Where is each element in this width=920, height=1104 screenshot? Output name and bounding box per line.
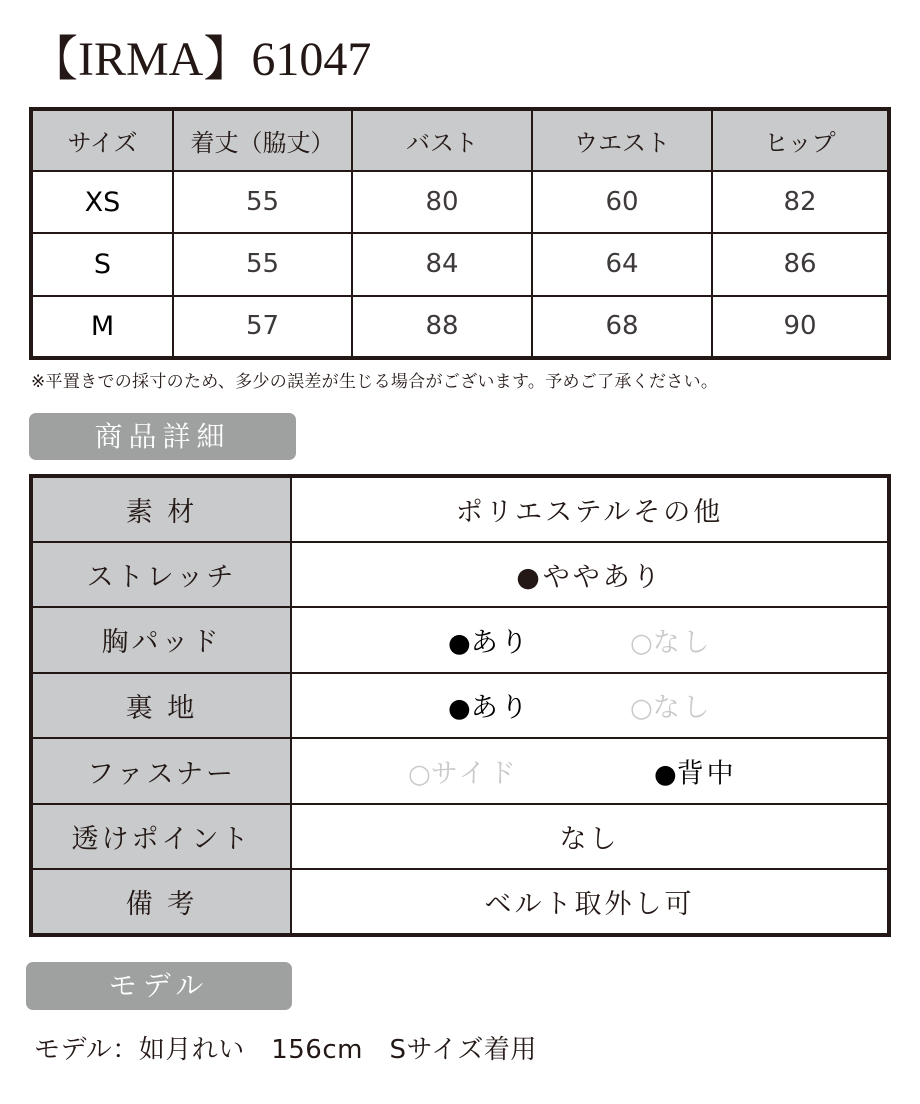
size-chart-table [29, 107, 891, 360]
option-selected [448, 620, 531, 659]
empty-circle-icon: ○ [408, 759, 431, 790]
option-label: あり [470, 692, 531, 724]
detail-value: ●ややあり [291, 542, 889, 608]
size-row-m [31, 296, 889, 358]
header-length: 着丈（脇丈） [173, 109, 352, 171]
hip-value: 90 [712, 296, 889, 358]
detail-options [291, 607, 889, 673]
filled-circle-icon: ● [654, 759, 677, 790]
detail-label: ストレッチ [31, 542, 291, 608]
size-chart-header-row [31, 109, 889, 171]
size-row-s [31, 233, 889, 295]
waist-value: 68 [532, 296, 712, 358]
detail-label: 備 考 [31, 869, 291, 935]
length-value: 57 [173, 296, 352, 358]
filled-circle-icon: ● [448, 693, 471, 724]
detail-value: なし [291, 804, 889, 870]
section-badge-model: モデル [26, 962, 292, 1010]
option-label: あり [470, 627, 531, 659]
hip-value: 82 [712, 171, 889, 233]
detail-label: 胸パッド [31, 607, 291, 673]
bust-value: 84 [352, 233, 532, 295]
detail-row-zipper [31, 738, 889, 804]
detail-label: 透けポイント [31, 804, 291, 870]
section-badge-product-details: 商品詳細 [29, 413, 296, 460]
header-size: サイズ [31, 109, 173, 171]
detail-options [291, 673, 889, 739]
option-label: なし [652, 692, 713, 724]
detail-options [291, 738, 889, 804]
filled-circle-icon: ● [448, 628, 471, 659]
size-label: XS [31, 171, 173, 233]
detail-label: ファスナー [31, 738, 291, 804]
detail-row-stretch [31, 542, 889, 608]
option-unselected [630, 620, 713, 659]
header-bust: バスト [352, 109, 532, 171]
product-details-table [29, 474, 891, 937]
detail-row-lining [31, 673, 889, 739]
option-label: なし [652, 627, 713, 659]
option-unselected [408, 752, 519, 791]
size-row-xs [31, 171, 889, 233]
detail-row-remarks [31, 869, 889, 935]
header-waist: ウエスト [532, 109, 712, 171]
empty-circle-icon: ○ [630, 628, 653, 659]
detail-row-sheerness [31, 804, 889, 870]
header-hip: ヒップ [712, 109, 889, 171]
detail-label: 素 材 [31, 476, 291, 542]
option-selected [654, 752, 737, 791]
bust-value: 80 [352, 171, 532, 233]
measurement-note: ※平置きでの採寸のため、多少の誤差が生じる場合がございます。予めご了承ください。 [31, 372, 719, 392]
hip-value: 86 [712, 233, 889, 295]
waist-value: 60 [532, 171, 712, 233]
detail-row-material [31, 476, 889, 542]
detail-value: ベルト取外し可 [291, 869, 889, 935]
product-title: 【IRMA】61047 [30, 33, 372, 86]
option-unselected [630, 686, 713, 725]
size-label: M [31, 296, 173, 358]
empty-circle-icon: ○ [630, 693, 653, 724]
length-value: 55 [173, 171, 352, 233]
option-label: サイド [430, 758, 519, 790]
bust-value: 88 [352, 296, 532, 358]
detail-label: 裏 地 [31, 673, 291, 739]
model-info: モデル：如月れい 156cm Sサイズ着用 [34, 1035, 537, 1065]
waist-value: 64 [532, 233, 712, 295]
option-selected [448, 686, 531, 725]
option-label: 背中 [676, 758, 737, 790]
length-value: 55 [173, 233, 352, 295]
detail-row-bust-pad [31, 607, 889, 673]
detail-value: ポリエステルその他 [291, 476, 889, 542]
size-label: S [31, 233, 173, 295]
